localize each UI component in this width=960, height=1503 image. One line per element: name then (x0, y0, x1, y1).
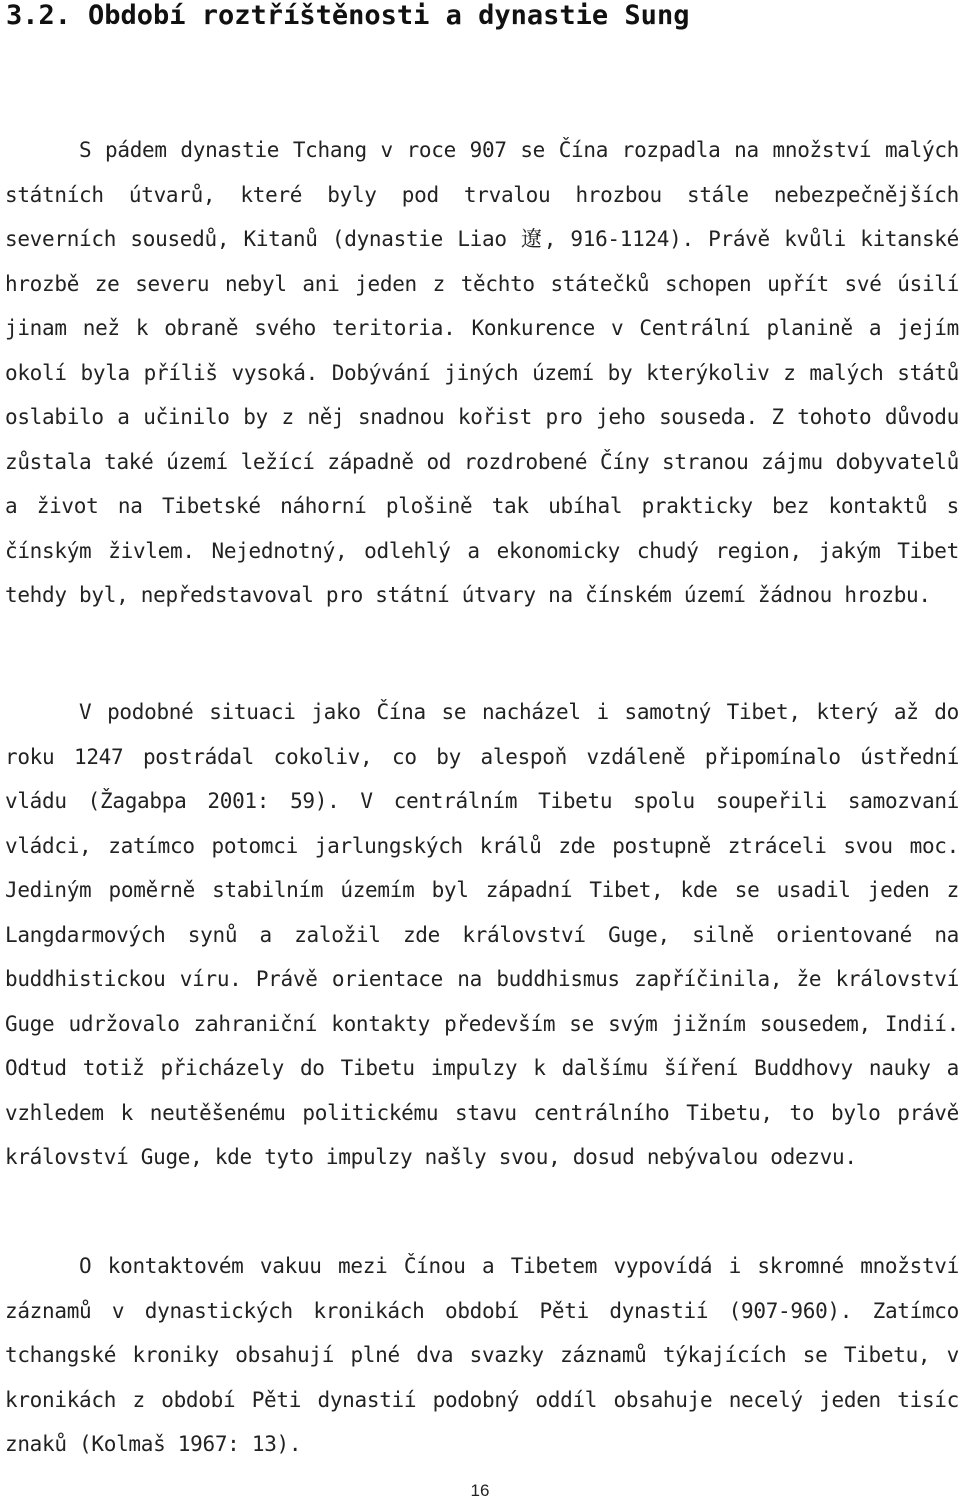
paragraph-1: S pádem dynastie Tchang v roce 907 se Čína rozpadla na množství malých státních útvarů, které byly pod trvalou hrozbou stále nebezpečnějších severních sousedů, Kitanů (dynastie Liao 遼, 916-1124). Právě kvůli kitanské hrozbě ze severu nebyl ani jeden z těchto státečků schopen upřít své úsilí jinam než k obraně svého teritoria. Konkurence v Centrální planině a jejím okolí byla příliš vysoká. Dobývání jiných území by kterýkoliv z malých států oslabilo a učinilo by z něj snadnou kořist pro jeho souseda. Z tohoto důvodu zůstala také území ležící západně od rozdrobené Číny stranou zájmu dobyvatelů a život na Tibetské náhorní plošině tak ubíhal prakticky bez kontaktů s čínským živlem. Nejednotný, odlehlý a ekonomicky chudý region, jakým Tibet tehdy byl, nepředstavoval pro státní útvary na čínském území žádnou hrozbu. (5, 138, 959, 607)
paragraph-3: O kontaktovém vakuu mezi Čínou a Tibetem vypovídá i skromné množství záznamů v dynastických kronikách období Pěti dynastií (907-960). Zatímco tchangské kroniky obsahují plné dva svazky záznamů týkajících se Tibetu, v kronikách z období Pěti dynastií podobný oddíl obsahuje necelý jeden tisíc znaků (Kolmaš 1967: 13). (5, 1254, 959, 1456)
paragraph-2: V podobné situaci jako Čína se nacházel i samotný Tibet, který až do roku 1247 postrádal cokoliv, co by alespoň vzdáleně připomínalo ústřední vládu (Žagabpa 2001: 59). V centrálním Tibetu spolu soupeřili samozvaní vládci, zatímco potomci jarlungských králů zde postupně ztráceli svou moc. Jediným poměrně stabilním územím byl západní Tibet, kde se usadil jeden z Langdarmových synů a založil zde království Guge, silně orientované na buddhistickou víru. Právě orientace na buddhismus zapříčinila, že království Guge udržovalo zahraniční kontakty především se svým jižním sousedem, Indií. Odtud totiž přicházely do Tibetu impulzy k dalšímu šíření Buddhovy nauky a vzhledem k neutěšenému politickému stavu centrálního Tibetu, to bylo právě království Guge, kde tyto impulzy našly svou, dosud nebývalou odezvu. (5, 700, 959, 1169)
section-heading (6, 0, 689, 34)
section-number: 3.2. (6, 0, 72, 31)
section-title: Období roztříštěnosti a dynastie Sung (88, 0, 690, 31)
page-number: 16 (470, 1481, 490, 1500)
